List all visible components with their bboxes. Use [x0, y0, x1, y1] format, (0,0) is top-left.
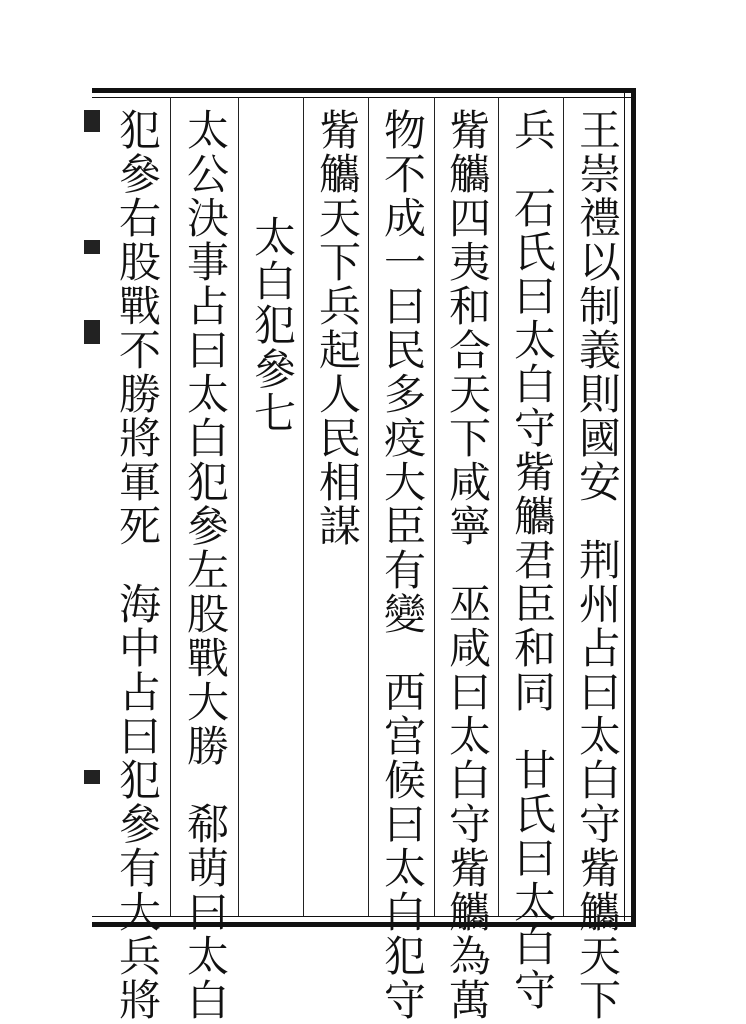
column-divider — [303, 97, 304, 916]
column-divider — [563, 97, 564, 916]
edge-fragment — [84, 110, 100, 132]
text-column-8 — [108, 108, 166, 1022]
text-segment: 石氏曰太白守觜觿君臣和同 — [508, 186, 557, 714]
text-segment: 西宫候曰太白犯守 — [378, 670, 427, 1022]
text-segment: 犯參右股戰不勝將軍死 — [113, 108, 162, 548]
section-heading — [243, 215, 301, 435]
text-segment: 郗萌曰太白 — [181, 802, 230, 1022]
text-segment: 海中占曰犯參有大兵將 — [113, 582, 162, 1022]
column-divider — [434, 97, 435, 916]
text-column-2 — [503, 108, 561, 1012]
text-segment: 太公決事占曰太白犯參左股戰大勝 — [181, 108, 230, 768]
column-divider — [368, 97, 369, 916]
text-column-3 — [438, 108, 496, 1022]
frame-top-rule — [92, 88, 635, 93]
column-divider — [170, 97, 171, 916]
text-segment: 觜觿四夷和合天下咸寧 — [443, 108, 492, 548]
text-column-4 — [373, 108, 431, 1022]
text-segment: 巫咸曰太白守觜觿為萬 — [443, 582, 492, 1022]
text-column-7 — [176, 108, 234, 1022]
text-segment: 甘氏曰太白守 — [508, 748, 557, 1012]
heading-text: 太白犯參七 — [248, 215, 297, 435]
text-segment: 兵 — [508, 108, 557, 152]
text-column-5 — [308, 108, 366, 548]
edge-fragment — [84, 770, 100, 784]
text-segment: 物不成一曰民多疫大臣有變 — [378, 108, 427, 636]
text-segment: 王崇禮以制義則國安 — [573, 108, 622, 504]
text-segment: 觜觿天下兵起人民相謀 — [313, 108, 362, 548]
column-divider — [238, 97, 239, 916]
frame-right-rule — [631, 88, 636, 927]
frame-top-inner-rule — [92, 97, 635, 98]
edge-fragment — [84, 320, 100, 344]
edge-fragment — [84, 240, 100, 254]
text-column-1 — [568, 108, 626, 1022]
text-segment: 荆州占曰太白守觜觿天下 — [573, 538, 622, 1022]
column-divider — [498, 97, 499, 916]
